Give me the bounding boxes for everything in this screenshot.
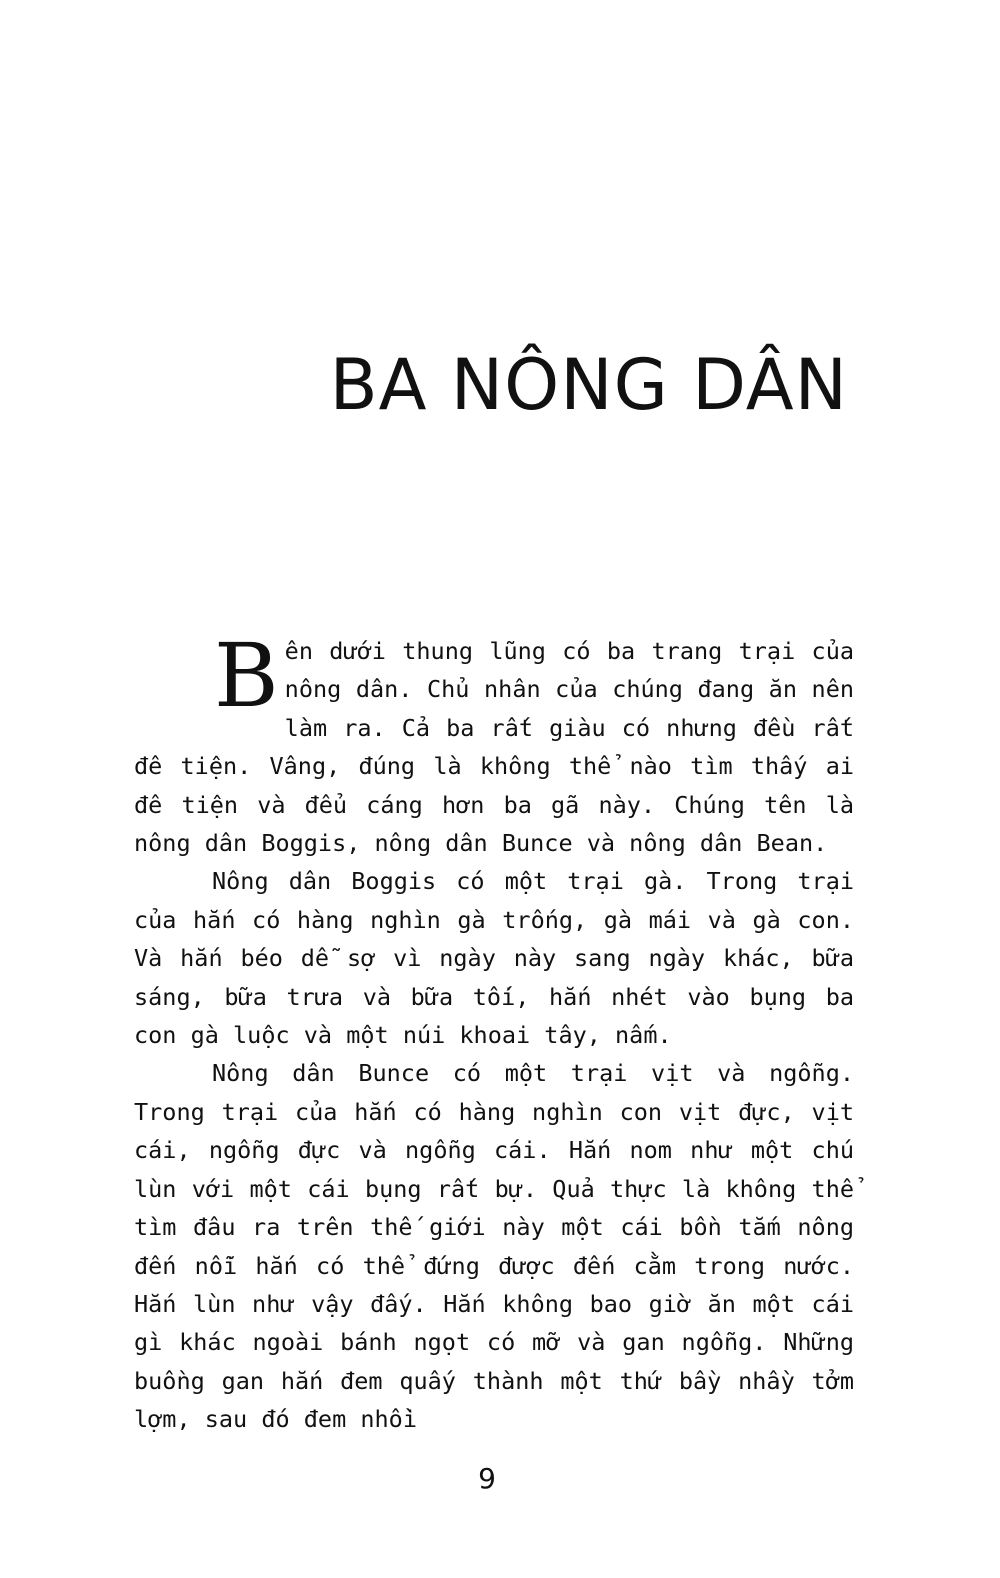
paragraph-1 xyxy=(134,624,854,862)
drop-cap: B xyxy=(214,624,279,727)
paragraph-2: Nông dân Boggis có một trại gà. Trong trại của hắn có hàng nghìn gà trống, gà mái và gà con. Và hắn béo dễ sợ vì ngày này sang ngày khác, bữa sáng, bữa trưa và bữa tối, hắn nhét vào bụng ba con gà luộc và một núi khoai tây, nấm. xyxy=(134,867,854,1050)
page-number: 9 xyxy=(478,1462,496,1495)
chapter-body xyxy=(134,624,854,1439)
paragraph-3: Nông dân Bunce có một trại vịt và ngỗng. Trong trại của hắn có hàng nghìn con vịt đực, vịt cái, ngỗng đực và ngỗng cái. Hắn nom như một chú lùn với một cái bụng rất bự. Quả thực là không thể tìm đâu ra trên thế giới này một cái bồn tắm nông đến nỗi hắn có thể đứng được đến cằm trong nước. Hắn lùn như vậy đấy. Hắn không bao giờ ăn một cái gì khác ngoài bánh ngọt có mỡ và gan ngỗng. Những buồng gan hắn đem quấy thành một thứ bầy nhầy tởm lợm, sau đó đem nhồi xyxy=(134,1059,854,1434)
chapter-title: BA NÔNG DÂN xyxy=(329,344,848,426)
paragraph-1-text: ên dưới thung lũng có ba trang trại của nông dân. Chủ nhân của chúng đang ăn nên làm ra. Cả ba rất giàu có nhưng đều rất đê tiện. Vâng, đúng là không thể nào tìm thấy ai đê tiện và đểu cáng hơn ba gã này. Chúng tên là nông dân Boggis, nông dân Bunce và nông dân Bean. xyxy=(134,637,854,858)
